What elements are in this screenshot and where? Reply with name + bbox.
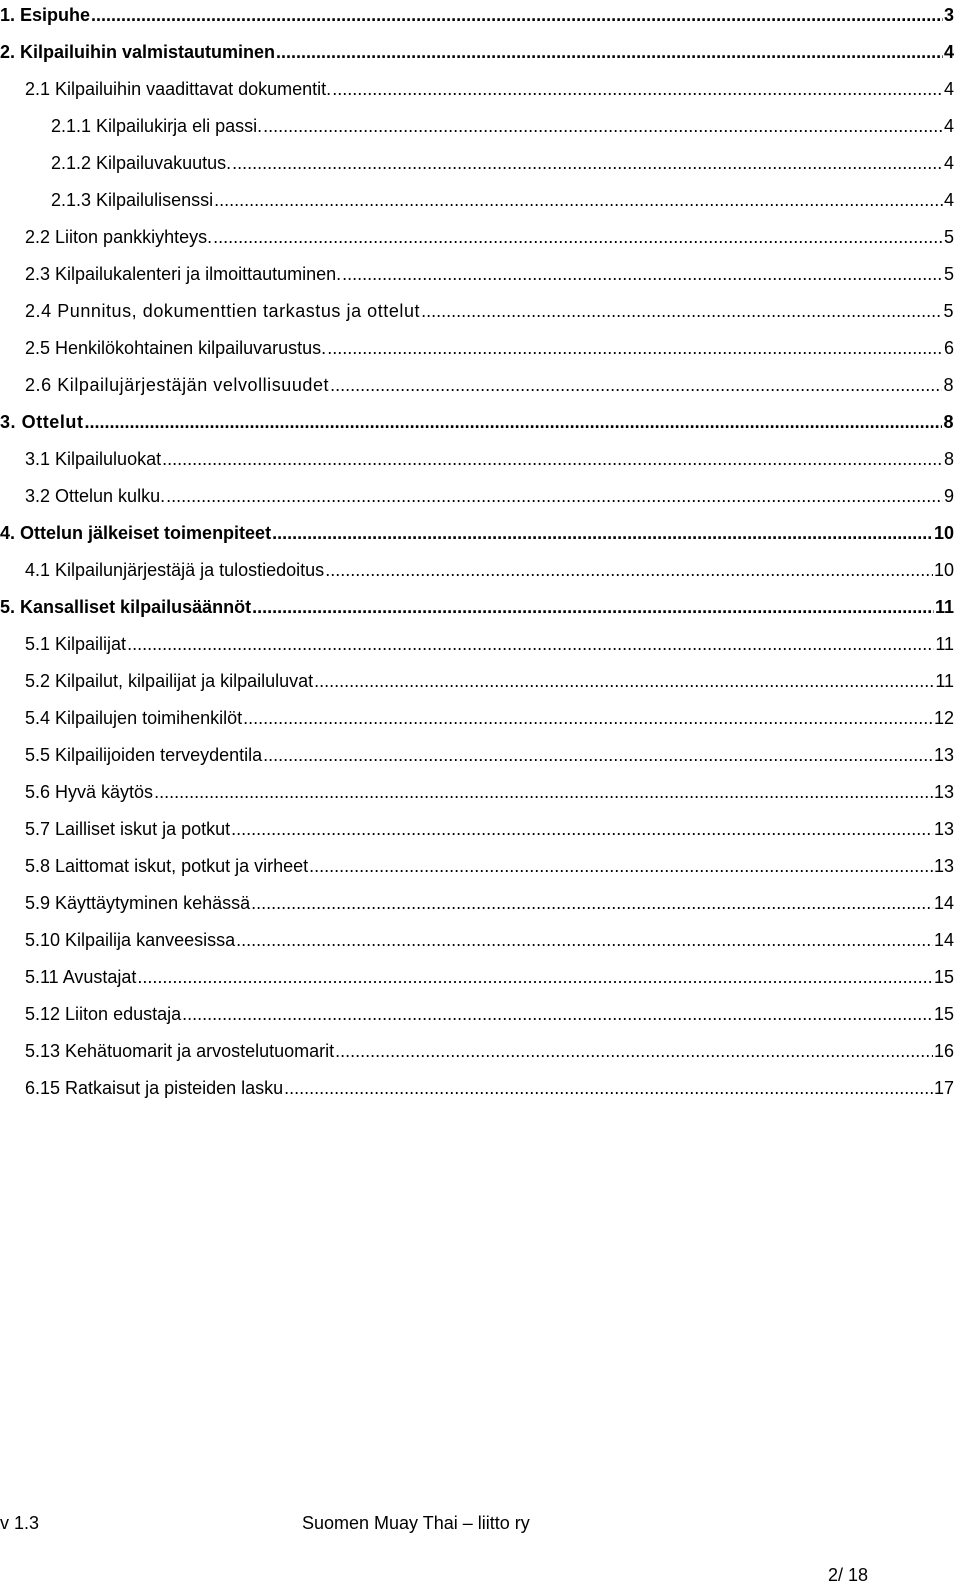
- toc-entry[interactable]: [25, 259, 954, 289]
- toc-entry-title: 5.12 Liiton edustaja: [25, 1004, 182, 1024]
- toc-dot-leader: [162, 444, 943, 474]
- toc-dot-leader: [342, 259, 943, 289]
- toc-entry[interactable]: [25, 666, 954, 696]
- toc-entry[interactable]: [51, 185, 954, 215]
- toc-dot-leader: [272, 518, 933, 548]
- toc-entry-page: 14: [933, 930, 954, 950]
- toc-entry-page: 13: [933, 782, 954, 802]
- toc-entry-title: 2.1.2 Kilpailuvakuutus.: [51, 153, 232, 173]
- toc-dot-leader: [421, 296, 942, 326]
- toc-dot-leader: [330, 370, 942, 400]
- toc-entry-page: 3: [943, 5, 954, 25]
- toc-dot-leader: [251, 888, 933, 918]
- toc-dot-leader: [314, 666, 934, 696]
- toc-dot-leader: [309, 851, 933, 881]
- toc-dot-leader: [236, 925, 933, 955]
- toc-entry-page: 11: [935, 634, 954, 654]
- toc-entry-title: 5.5 Kilpailijoiden terveydentila: [25, 745, 263, 765]
- toc-entry-page: 4: [943, 42, 954, 62]
- toc-entry-title: 2.6 Kilpailujärjestäjän velvollisuudet: [25, 375, 330, 395]
- toc-entry-page: 10: [933, 560, 954, 580]
- toc-entry[interactable]: [25, 888, 954, 918]
- toc-entry-page: 5: [943, 227, 954, 247]
- toc-entry-page: 17: [933, 1078, 954, 1098]
- toc-entry-title: 2. Kilpailuihin valmistautuminen: [0, 42, 276, 62]
- toc-entry[interactable]: [25, 555, 954, 585]
- document-version: v 1.3: [0, 1513, 40, 1533]
- toc-entry-title: 2.4 Punnitus, dokumenttien tarkastus ja ottelut: [25, 301, 421, 321]
- toc-entry-page: 4: [943, 190, 954, 210]
- toc-entry[interactable]: [25, 222, 954, 252]
- toc-entry-page: 11: [934, 597, 954, 617]
- toc-entry[interactable]: [25, 703, 954, 733]
- toc-entry[interactable]: [25, 74, 954, 104]
- toc-entry[interactable]: [25, 999, 954, 1029]
- toc-entry-page: 16: [933, 1041, 954, 1061]
- page-number: 2/ 18: [828, 1565, 869, 1585]
- toc-entry-page: 5: [943, 264, 954, 284]
- toc-entry-page: 9: [943, 486, 954, 506]
- toc-entry[interactable]: [0, 407, 954, 437]
- toc-entry[interactable]: [25, 296, 954, 326]
- toc-entry-page: 4: [943, 116, 954, 136]
- toc-entry-page: 15: [933, 967, 954, 987]
- toc-entry-title: 5.9 Käyttäytyminen kehässä: [25, 893, 251, 913]
- toc-entry-title: 4. Ottelun jälkeiset toimenpiteet: [0, 523, 272, 543]
- toc-entry[interactable]: [25, 629, 954, 659]
- toc-entry-title: 5.8 Laittomat iskut, potkut ja virheet: [25, 856, 309, 876]
- toc-dot-leader: [127, 629, 934, 659]
- toc-entry-page: 13: [933, 856, 954, 876]
- toc-dot-leader: [231, 814, 933, 844]
- toc-entry[interactable]: [25, 1073, 954, 1103]
- toc-dot-leader: [166, 481, 943, 511]
- toc-entry[interactable]: [25, 1036, 954, 1066]
- toc-entry[interactable]: [0, 518, 954, 548]
- toc-entry-title: 2.1 Kilpailuihin vaadittavat dokumentit.: [25, 79, 332, 99]
- toc-dot-leader: [154, 777, 933, 807]
- toc-entry[interactable]: [25, 925, 954, 955]
- toc-entry-title: 5.4 Kilpailujen toimihenkilöt: [25, 708, 243, 728]
- toc-entry-title: 6.15 Ratkaisut ja pisteiden lasku: [25, 1078, 284, 1098]
- toc-entry[interactable]: [51, 111, 954, 141]
- toc-entry-title: 2.1.3 Kilpailulisenssi: [51, 190, 214, 210]
- toc-entry-title: 2.2 Liiton pankkiyhteys.: [25, 227, 213, 247]
- toc-dot-leader: [252, 592, 934, 622]
- toc-entry-title: 5. Kansalliset kilpailusäännöt: [0, 597, 252, 617]
- toc-entry-title: 5.13 Kehätuomarit ja arvostelutuomarit: [25, 1041, 335, 1061]
- toc-entry-title: 5.6 Hyvä käytös: [25, 782, 154, 802]
- toc-dot-leader: [335, 1036, 933, 1066]
- toc-entry-page: 13: [933, 745, 954, 765]
- toc-entry-page: 14: [933, 893, 954, 913]
- toc-entry-title: 2.1.1 Kilpailukirja eli passi.: [51, 116, 263, 136]
- toc-entry-title: 3.2 Ottelun kulku.: [25, 486, 166, 506]
- toc-entry-page: 5: [943, 301, 954, 321]
- toc-entry-page: 11: [935, 671, 954, 691]
- toc-entry[interactable]: [0, 37, 954, 67]
- toc-entry-title: 3. Ottelut: [0, 412, 84, 432]
- toc-entry[interactable]: [0, 0, 954, 30]
- toc-dot-leader: [325, 555, 933, 585]
- toc-entry-title: 3.1 Kilpailuluokat: [25, 449, 162, 469]
- toc-dot-leader: [137, 962, 933, 992]
- toc-entry-page: 4: [943, 79, 954, 99]
- toc-entry-page: 8: [943, 375, 954, 395]
- toc-dot-leader: [327, 333, 943, 363]
- toc-entry-page: 10: [933, 523, 954, 543]
- toc-entry-title: 5.11 Avustajat: [25, 967, 137, 987]
- toc-dot-leader: [214, 185, 943, 215]
- toc-entry[interactable]: [25, 481, 954, 511]
- toc-dot-leader: [182, 999, 933, 1029]
- toc-entry[interactable]: [51, 148, 954, 178]
- toc-entry-page: 13: [933, 819, 954, 839]
- toc-entry[interactable]: [25, 333, 954, 363]
- toc-entry-title: 2.3 Kilpailukalenteri ja ilmoittautuminen.: [25, 264, 342, 284]
- toc-dot-leader: [91, 0, 943, 30]
- toc-dot-leader: [276, 37, 943, 67]
- toc-dot-leader: [85, 407, 943, 437]
- toc-dot-leader: [243, 703, 933, 733]
- toc-dot-leader: [213, 222, 943, 252]
- toc-entry-title: 5.2 Kilpailut, kilpailijat ja kilpailuluvat: [25, 671, 314, 691]
- toc-entry-page: 8: [943, 449, 954, 469]
- toc-entry-title: 5.10 Kilpailija kanveesissa: [25, 930, 236, 950]
- toc-dot-leader: [232, 148, 943, 178]
- toc-dot-leader: [284, 1073, 933, 1103]
- toc-entry[interactable]: [25, 814, 954, 844]
- toc-entry-title: 2.5 Henkilökohtainen kilpailuvarustus.: [25, 338, 327, 358]
- toc-entry-title: 5.7 Lailliset iskut ja potkut: [25, 819, 231, 839]
- toc-entry[interactable]: [25, 740, 954, 770]
- toc-entry-page: 4: [943, 153, 954, 173]
- toc-entry-page: 15: [933, 1004, 954, 1024]
- organization-name: Suomen Muay Thai – liitto ry: [302, 1513, 530, 1533]
- toc-entry-title: 4.1 Kilpailunjärjestäjä ja tulostiedoitus: [25, 560, 325, 580]
- toc-entry-page: 8: [943, 412, 954, 432]
- toc-entry-title: 5.1 Kilpailijat: [25, 634, 127, 654]
- toc-entry[interactable]: [25, 851, 954, 881]
- toc-entry-title: 1. Esipuhe: [0, 5, 91, 25]
- toc-entry-page: 6: [943, 338, 954, 358]
- toc-entry[interactable]: [25, 777, 954, 807]
- toc-entry[interactable]: [25, 444, 954, 474]
- toc-dot-leader: [263, 740, 933, 770]
- toc-entry[interactable]: [25, 370, 954, 400]
- toc-entry[interactable]: [0, 592, 954, 622]
- toc-dot-leader: [332, 74, 943, 104]
- toc-entry[interactable]: [25, 962, 954, 992]
- toc-entry-page: 12: [933, 708, 954, 728]
- toc-dot-leader: [263, 111, 943, 141]
- page-footer: [0, 1508, 960, 1538]
